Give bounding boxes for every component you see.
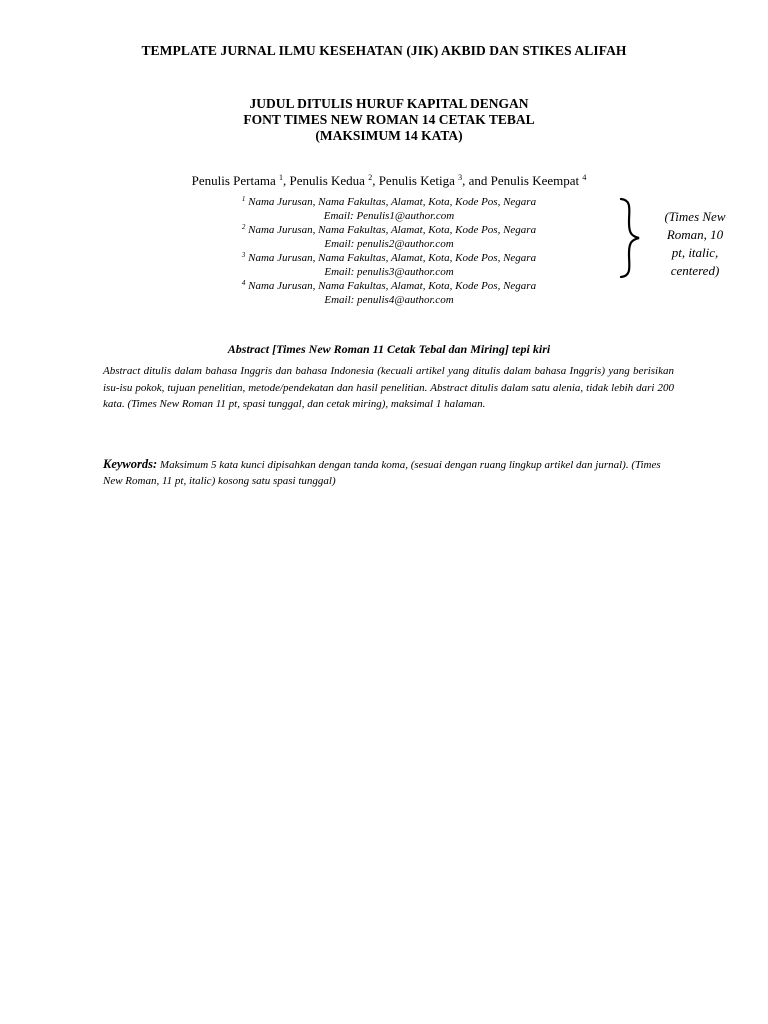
affiliation-email: Email: penulis4@author.com — [324, 294, 454, 306]
abstract-body: Abstract ditulis dalam bahasa Inggris dan bahasa Indonesia (kecuali artikel yang ditulis dalam bahasa Inggris) yang berisikan isu-isu pokok, tujuan penelitian, metode/pendekatan dan hasil penelitian. Abstract ditulis dalam satu alenia, tidak lebih dari 200 kata. (Times New Roman 11 pt, spasi tunggal, dan cetak miring), maksimal 1 halaman. — [103, 365, 674, 410]
keywords-paragraph — [103, 456, 674, 489]
affiliation-address — [0, 195, 768, 209]
format-note — [651, 208, 739, 280]
affiliation-address-text: Nama Jurusan, Nama Fakultas, Alamat, Kota, Kode Pos, Negara — [248, 196, 537, 208]
author-list — [0, 173, 768, 189]
author-name: Penulis Pertama — [191, 173, 276, 188]
format-note-line: (Times New — [664, 209, 726, 224]
affiliation-email: Email: penulis2@author.com — [324, 238, 454, 250]
author-sup: 4 — [582, 173, 587, 182]
format-note-line: centered) — [670, 263, 720, 278]
author-name: Penulis Kedua — [289, 173, 365, 188]
keywords-label: Keywords: — [103, 457, 158, 471]
affiliation-sup: 3 — [241, 251, 246, 259]
right-curly-brace-icon — [615, 196, 645, 280]
author-separator: , — [372, 173, 379, 188]
affiliation-address-text: Nama Jurusan, Nama Fakultas, Alamat, Kota, Kode Pos, Negara — [248, 224, 537, 236]
author-sup: 3 — [458, 173, 463, 182]
title-line: FONT TIMES NEW ROMAN 14 CETAK TEBAL — [243, 112, 535, 127]
format-note-line: pt, italic, — [671, 245, 719, 260]
affiliation-email: Email: Penulis1@author.com — [323, 210, 455, 222]
author-sup: 2 — [368, 173, 373, 182]
title-line: (MAKSIMUM 14 KATA) — [315, 128, 463, 143]
paper-title — [0, 96, 768, 144]
format-note-line: Roman, 10 — [666, 227, 724, 242]
author-sup: 1 — [278, 173, 283, 182]
keywords-text: Maksimum 5 kata kunci dipisahkan dengan tanda koma, (sesuai dengan ruang lingkup artikel dan jurnal). (Times New Roman, 11 pt, italic) kosong satu spasi tunggal) — [103, 459, 661, 487]
title-line: JUDUL DITULIS HURUF KAPITAL DENGAN — [249, 96, 529, 111]
affiliation-sup: 4 — [241, 279, 246, 287]
author-name: Penulis Ketiga — [378, 173, 455, 188]
affiliation-sup: 2 — [241, 223, 246, 231]
affiliation-sup: 1 — [241, 195, 246, 203]
affiliation-address-text: Nama Jurusan, Nama Fakultas, Alamat, Kota, Kode Pos, Negara — [248, 280, 537, 292]
abstract-heading: Abstract [Times New Roman 11 Cetak Tebal dan Miring] tepi kiri — [227, 342, 551, 356]
affiliation-item — [0, 279, 768, 307]
author-name: Penulis Keempat — [490, 173, 580, 188]
affiliation-address — [0, 279, 768, 293]
journal-header: TEMPLATE JURNAL ILMU KESEHATAN (JIK) AKBID DAN STIKES ALIFAH — [141, 43, 627, 58]
affiliation-email: Email: penulis3@author.com — [324, 266, 454, 278]
author-separator: , and — [462, 173, 491, 188]
affiliation-address-text: Nama Jurusan, Nama Fakultas, Alamat, Kota, Kode Pos, Negara — [248, 252, 537, 264]
author-separator: , — [282, 173, 290, 188]
